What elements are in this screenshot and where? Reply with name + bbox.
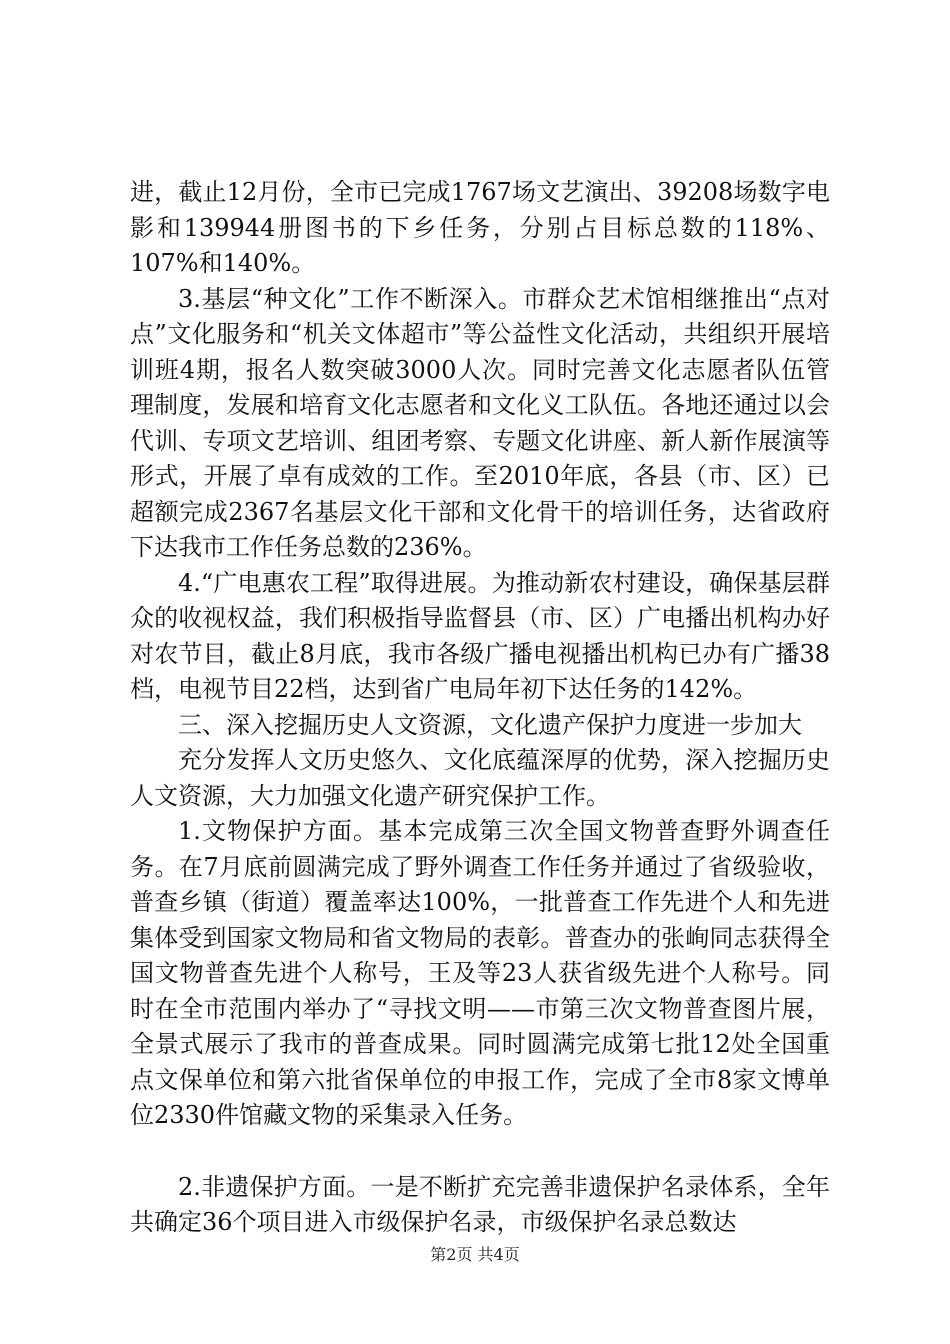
section-heading-heritage: 三、深入挖掘历史人文资源，文化遗产保护力度进一步加大 bbox=[178, 710, 802, 739]
paragraph-gap bbox=[130, 1134, 830, 1170]
paragraph-relics-protection: 1.文物保护方面。基本完成第三次全国文物普查野外调查任务。在7月底前圆满完成了野外调查工作任务并通过了省级验收，普查乡镇（街道）覆盖率达100%，一批普查工作先进个人和先进集体受到国家文物局和省文物局的表彰。普查办的张峋同志获得全国文物普查先进个人称号，王及等23人获省级先进个人称号。同时在全市范围内举办了“寻找文明——市第三次文物普查图片展，全景式展示了我市的普查成果。同时圆满完成第七批12处全国重点文保单位和第六批省保单位的申报工作，完成了全市8家文博单位2330件馆藏文物的采集录入任务。 bbox=[130, 817, 830, 1129]
paragraph-grassroots-culture: 3.基层“种文化”工作不断深入。市群众艺术馆相继推出“点对点”文化服务和“机关文体超市”等公益性文化活动，共组织开展培训班4期，报名人数突破3000人次。同时完善文化志愿者队伍管理制度，发展和培育文化志愿者和文化义工队伍。各地还通过以会代训、专项文艺培训、组团考察、专题文化讲座、新人新作展演等形式，开展了卓有成效的工作。至2010年底，各县（市、区）已超额完成2367名基层文化干部和文化骨干的培训任务，达省政府下达我市工作任务总数的236%。 bbox=[130, 284, 830, 561]
paragraph-continuation: 进，截止12月份，全市已完成1767场文艺演出、39208场数字电影和139944册图书的下乡任务，分别占目标总数的118%、107%和140%。 bbox=[130, 178, 830, 277]
paragraph-intangible-heritage: 2.非遗保护方面。一是不断扩充完善非遗保护名录体系，全年共确定36个项目进入市级保护名录，市级保护名录总数达 bbox=[130, 1172, 830, 1236]
document-body bbox=[130, 175, 830, 1241]
page-footer: 第2页 共4页 bbox=[430, 1245, 520, 1264]
paragraph-broadcast-project: 4.“广电惠农工程”取得进展。为推动新农村建设，确保基层群众的收视权益，我们积极指导监督县（市、区）广电播出机构办好对农节目，截止8月底，我市各级广播电视播出机构已办有广播38档，电视节目22档，达到省广电局年初下达任务的142%。 bbox=[130, 568, 830, 703]
paragraph-heritage-intro: 充分发挥人文历史悠久、文化底蕴深厚的优势，深入挖掘历史人文资源，大力加强文化遗产研究保护工作。 bbox=[130, 746, 830, 810]
